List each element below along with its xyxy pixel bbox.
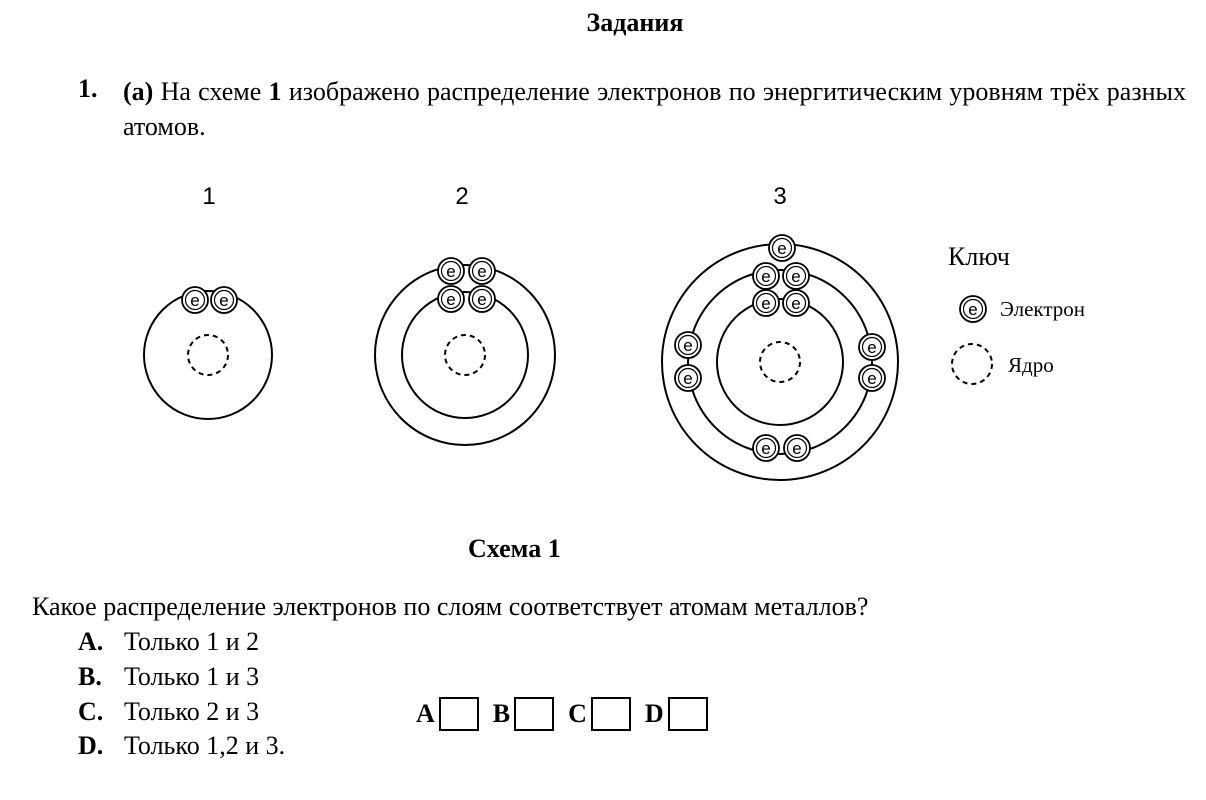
option-b [78, 662, 259, 692]
atom-1-shell-1 [144, 291, 272, 419]
atom-1-nucleus [188, 335, 228, 375]
electron [438, 258, 464, 284]
question-part: (a) [123, 77, 154, 106]
electron-symbol: e [683, 369, 693, 388]
answer-box-b[interactable] [514, 697, 554, 731]
question-text [123, 74, 1186, 144]
option-letter: C. [78, 697, 104, 726]
electron-symbol: e [683, 336, 693, 355]
electron-symbol: e [761, 439, 771, 458]
electron [469, 286, 495, 312]
answer-box-c[interactable] [591, 697, 631, 731]
electron [859, 365, 885, 391]
electron-symbol: e [761, 294, 771, 313]
option-text: Только 1 и 3 [124, 662, 260, 691]
atom-label-1: 1 [202, 183, 216, 210]
atom-label-2: 2 [455, 183, 469, 210]
key-electron-symbol [960, 296, 986, 322]
scheme-caption: Схема 1 [468, 534, 561, 563]
atom-3-shell-3 [662, 244, 898, 480]
electron-symbol: e [791, 267, 801, 286]
electron [438, 286, 464, 312]
key-title: Ключ [948, 242, 1010, 271]
atom-diagram [0, 170, 1206, 520]
answer-label-a: A [416, 699, 435, 728]
answer-box-d[interactable] [668, 697, 708, 731]
electron-symbol: e [792, 439, 802, 458]
electron [675, 365, 701, 391]
option-d [78, 731, 285, 761]
electron [769, 235, 795, 261]
electron-symbol: e [761, 267, 771, 286]
option-letter: A. [78, 627, 104, 656]
electron [753, 263, 779, 289]
key-nucleus-symbol [952, 344, 992, 384]
electron [859, 334, 885, 360]
electron-symbol: e [446, 262, 456, 281]
electron [783, 290, 809, 316]
electrons [182, 235, 986, 461]
electron [469, 258, 495, 284]
electron-symbol: e [791, 294, 801, 313]
answer-box-a[interactable] [439, 697, 479, 731]
option-c [78, 697, 259, 727]
option-text: Только 1,2 и 3. [124, 731, 286, 760]
scheme-ref: 1 [268, 77, 282, 106]
electron-symbol: e [867, 338, 877, 357]
option-a [78, 627, 259, 657]
question-text-before: На схеме [153, 77, 269, 106]
answer-boxes [416, 695, 722, 733]
option-letter: B. [78, 662, 102, 691]
electron-symbol: e [190, 291, 200, 310]
electron [753, 435, 779, 461]
electron [783, 263, 809, 289]
option-letter: D. [78, 731, 104, 760]
option-text: Только 1 и 2 [124, 627, 260, 656]
atom-3-shell-2 [688, 270, 872, 454]
electron-symbol: e [477, 290, 487, 309]
atom-2-shell-1 [402, 292, 528, 418]
electron-symbol: e [219, 291, 229, 310]
electron-symbol: e [777, 239, 787, 258]
atom-label-3: 3 [773, 183, 787, 210]
question-prompt: Какое распределение электронов по слоям соответствует атомам металлов? [32, 592, 869, 621]
answer-label-b: B [492, 699, 511, 728]
electron-symbol: e [477, 262, 487, 281]
key-nucleus-label: Ядро [1008, 353, 1054, 377]
electron-symbol: e [968, 300, 978, 319]
electron-symbol: e [867, 369, 877, 388]
electron [675, 332, 701, 358]
page-title: Задания [586, 8, 684, 37]
question-number: 1. [78, 74, 98, 103]
question-text-after: изображено распределение электронов по энергитическим уровням трёх разных атомов. [123, 77, 1186, 141]
answer-label-d: D [644, 699, 664, 728]
atom-2-nucleus [445, 335, 485, 375]
key-electron-label: Электрон [1000, 297, 1085, 321]
electron [784, 435, 810, 461]
answer-label-c: C [568, 699, 587, 728]
electron [753, 290, 779, 316]
atom-3-shell-1 [717, 299, 843, 425]
option-text: Только 2 и 3 [124, 697, 260, 726]
electron [211, 287, 237, 313]
atom-3-nucleus [760, 342, 800, 382]
electron [182, 287, 208, 313]
electron-symbol: e [446, 290, 456, 309]
